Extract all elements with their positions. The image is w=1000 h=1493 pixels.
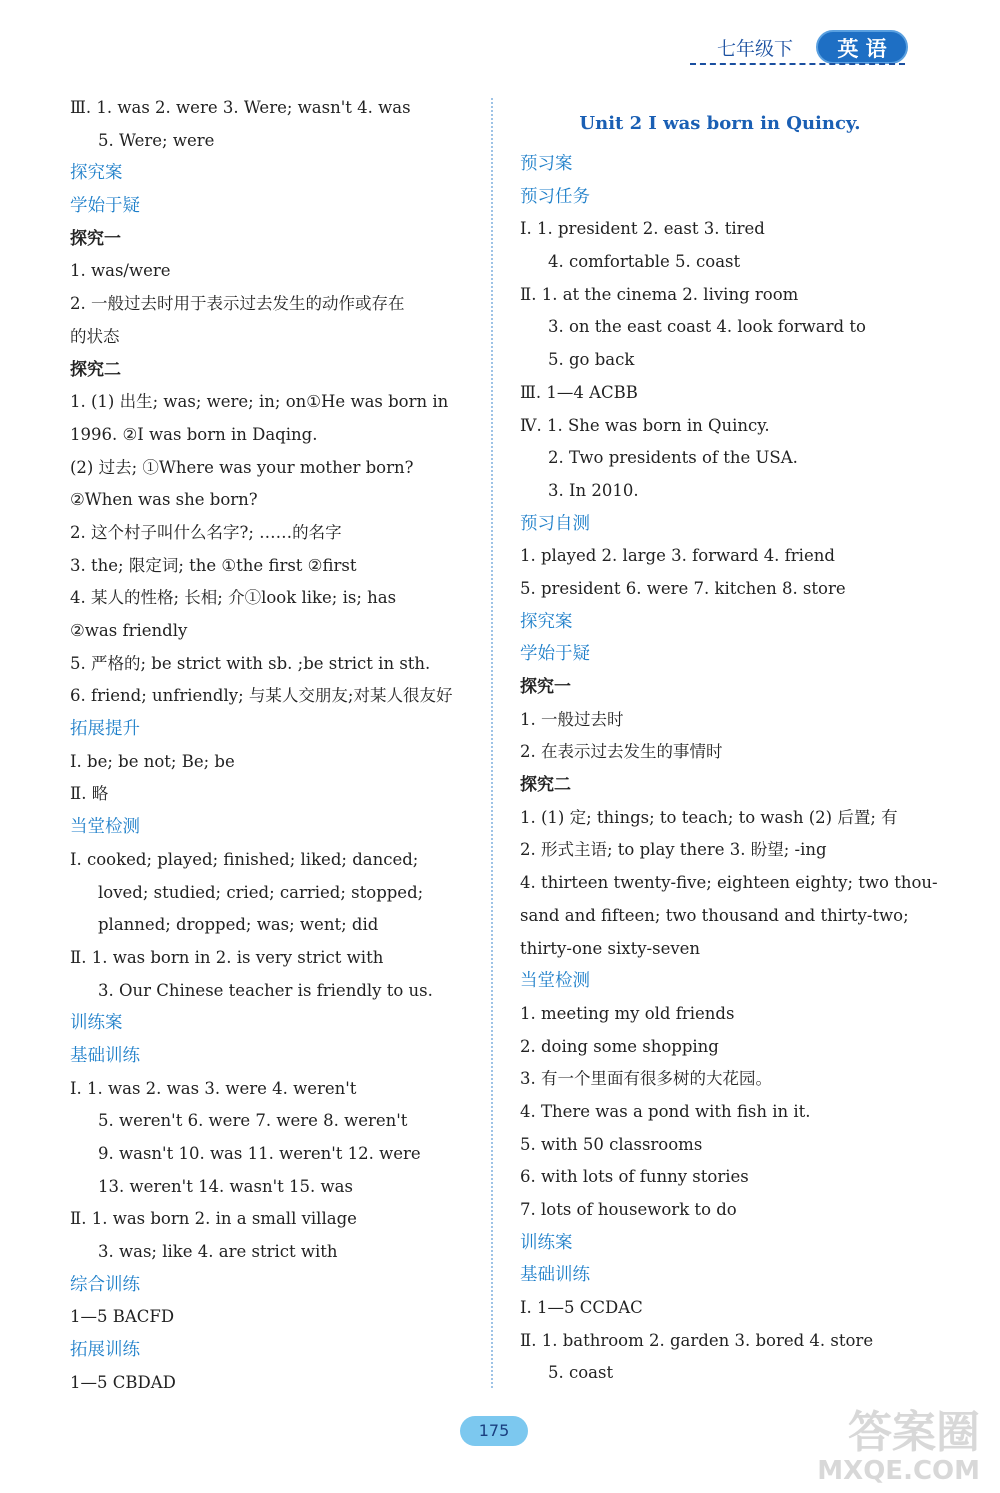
column-divider — [491, 98, 493, 1388]
answer-line: 4. There was a pond with fish in it. — [520, 1101, 811, 1121]
answer-line: 3. was; like 4. are strict with — [98, 1242, 338, 1262]
subsection-heading: 探究一 — [520, 677, 571, 697]
answer-line: ②was friendly — [70, 621, 188, 640]
answer-line: Ⅰ. be; be not; Be; be — [70, 751, 235, 771]
answer-line: 3. on the east coast 4. look forward to — [548, 317, 866, 337]
answer-line: 的状态 — [70, 326, 120, 346]
answer-line: 7. lots of housework to do — [520, 1200, 737, 1219]
answer-line: 6. with lots of funny stories — [520, 1167, 749, 1187]
answer-line: Ⅲ. 1—4 ACBB — [520, 382, 638, 402]
answer-line: ②When was she born? — [70, 490, 258, 510]
section-heading: 预习案 — [520, 154, 573, 174]
section-heading: 学始于疑 — [520, 644, 590, 665]
section-heading: 拓展提升 — [70, 719, 140, 740]
answer-line: Ⅰ. 1. was 2. was 3. were 4. weren't — [70, 1078, 357, 1098]
answer-line: 9. wasn't 10. was 11. weren't 12. were — [98, 1144, 421, 1163]
page-number: 175 — [460, 1416, 528, 1446]
answer-line: Ⅱ. 1. bathroom 2. garden 3. bored 4. store — [520, 1330, 874, 1350]
watermark-line-1: 答案圈 — [848, 1407, 980, 1458]
section-heading: 学始于疑 — [70, 196, 140, 217]
left-column — [70, 92, 470, 1400]
answer-line: 6. friend; unfriendly; 与某人交朋友;对某人很友好 — [70, 686, 453, 706]
section-heading: 探究案 — [520, 611, 573, 632]
answer-line: 5. Were; were — [98, 130, 215, 150]
answer-line: Ⅰ. 1. president 2. east 3. tired — [520, 219, 765, 239]
answer-line: 2. doing some shopping — [520, 1036, 719, 1056]
answer-line: 1. (1) 定; things; to teach; to wash (2) 后置; 有 — [520, 807, 898, 827]
right-column — [520, 92, 938, 1390]
answer-line: 3. 有一个里面有很多树的大花园。 — [520, 1069, 772, 1089]
subsection-heading: 探究二 — [70, 359, 121, 380]
header-rule — [690, 63, 905, 65]
section-heading: 预习任务 — [520, 186, 590, 207]
answer-line: Ⅳ. 1. She was born in Quincy. — [520, 415, 770, 435]
answer-line: Ⅱ. 1. was born in 2. is very strict with — [70, 947, 384, 967]
answer-line: 1. was/were — [70, 261, 171, 281]
answer-line: 1996. ②I was born in Daqing. — [70, 424, 318, 444]
answer-line: 1. played 2. large 3. forward 4. friend — [520, 546, 835, 566]
answer-line: 1—5 BACFD — [70, 1307, 175, 1327]
answer-line: 3. the; 限定词; the ①the first ②first — [70, 555, 357, 575]
answer-line: planned; dropped; was; went; did — [98, 915, 379, 935]
answer-line: 2. 在表示过去发生的事情时 — [520, 742, 723, 762]
watermark-logo — [817, 1396, 980, 1486]
answer-line: 1. (1) 出生; was; were; in; on①He was born in — [70, 392, 449, 412]
answer-line: 2. 这个村子叫什么名字?; ……的名字 — [70, 522, 342, 542]
answer-line: 5. coast — [548, 1363, 614, 1383]
answer-line: 5. weren't 6. were 7. were 8. weren't — [98, 1111, 408, 1131]
answer-line: 2. 形式主语; to play there 3. 盼望; -ing — [520, 840, 827, 860]
answer-line: 1. meeting my old friends — [520, 1003, 735, 1023]
answer-line: 4. thirteen twenty-five; eighteen eighty; two thou- — [520, 873, 938, 893]
answer-line: 5. with 50 classrooms — [520, 1134, 703, 1154]
answer-line: sand and fifteen; two thousand and thirty-two; — [520, 905, 909, 925]
answer-line: Ⅱ. 1. was born 2. in a small village — [70, 1209, 357, 1229]
answer-line: Ⅱ. 略 — [70, 784, 109, 804]
answer-line: 1. 一般过去时 — [520, 709, 624, 729]
answer-line: loved; studied; cried; carried; stopped; — [98, 882, 424, 902]
answer-line: 13. weren't 14. wasn't 15. was — [98, 1176, 353, 1196]
answer-line: 3. In 2010. — [548, 480, 639, 500]
answer-line: 5. president 6. were 7. kitchen 8. store — [520, 578, 846, 598]
subsection-heading: 探究一 — [70, 228, 121, 249]
subsection-heading: 探究二 — [520, 775, 571, 796]
answer-line: 3. Our Chinese teacher is friendly to us. — [98, 980, 433, 1000]
section-heading: 综合训练 — [70, 1274, 140, 1295]
section-heading: 探究案 — [70, 163, 123, 184]
section-heading: 当堂检测 — [70, 817, 140, 838]
watermark-line-2: MXQE.COM — [817, 1456, 980, 1486]
section-heading: 训练案 — [70, 1013, 123, 1034]
section-heading: 基础训练 — [70, 1045, 140, 1066]
answer-line: Ⅰ. cooked; played; finished; liked; danced; — [70, 849, 419, 869]
answer-line: 2. 一般过去时用于表示过去发生的动作或存在 — [70, 294, 405, 314]
answer-line: 5. go back — [548, 350, 635, 370]
answer-line: (2) 过去; ①Where was your mother born? — [70, 457, 414, 477]
answer-line: thirty-one sixty-seven — [520, 938, 701, 958]
unit-title: Unit 2 I was born in Quincy. — [579, 113, 861, 134]
answer-line: 4. 某人的性格; 长相; 介①look like; is; has — [70, 588, 397, 608]
section-heading: 当堂检测 — [520, 971, 590, 992]
section-heading: 基础训练 — [520, 1265, 590, 1286]
section-heading: 拓展训练 — [70, 1340, 140, 1361]
section-heading: 训练案 — [520, 1232, 573, 1253]
answer-line: 1—5 CBDAD — [70, 1372, 176, 1392]
answer-line: Ⅲ. 1. was 2. were 3. Were; wasn't 4. was — [70, 98, 411, 117]
section-heading: 预习自测 — [520, 513, 590, 534]
answer-line: Ⅱ. 1. at the cinema 2. living room — [520, 284, 799, 304]
subject-badge: 英 语 — [816, 30, 908, 64]
answer-line: Ⅰ. 1—5 CCDAC — [520, 1298, 643, 1318]
answer-line: 4. comfortable 5. coast — [548, 252, 741, 272]
grade-label: 七年级下 — [716, 38, 793, 60]
answer-line: 2. Two presidents of the USA. — [548, 448, 798, 468]
answer-line: 5. 严格的; be strict with sb. ;be strict in sth. — [70, 653, 431, 673]
